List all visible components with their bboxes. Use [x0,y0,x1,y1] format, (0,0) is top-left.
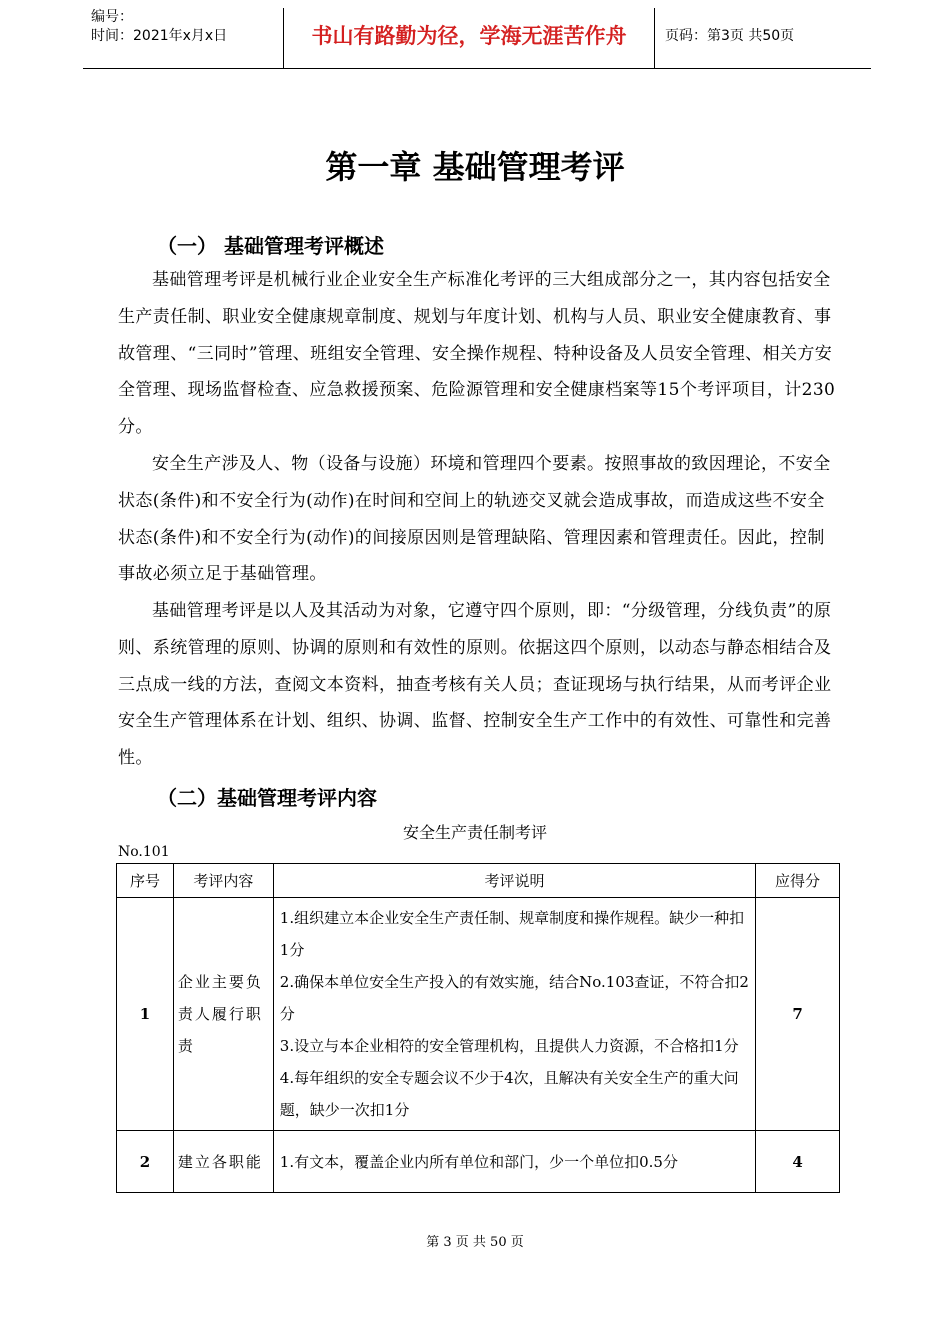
table-header-row [117,864,840,898]
row-description [273,898,755,1131]
page-footer: 第 3 页 共 50 页 [426,1235,524,1250]
header-number-label: 编号： [91,9,133,25]
description-item: 4.每年组织的安全专题会议不少于4次，且解决有关安全生产的重大问题，缺少一次扣1分 [279,1069,739,1119]
evaluation-table [116,863,840,1193]
section2-heading: （二）基础管理考评内容 [157,786,377,810]
row-index: 2 [117,1131,174,1193]
chapter-title: 第一章 基础管理考评 [325,148,625,186]
header-time-label: 时间：2021年x月x日 [91,28,228,44]
header-index: 序号 [117,864,174,898]
description-item: 3.设立与本企业相符的安全管理机构，且提供人力资源，不合格扣1分 [279,1037,739,1055]
table-number: No.101 [118,844,170,860]
header-content: 考评内容 [173,864,273,898]
section1-paragraph: 安全生产涉及人、物（设备与设施）环境和管理四个要素。按照事故的致因理论，不安全状态(条件)和不安全行为(动作)在时间和空间上的轨迹交叉就会造成事故，而造成这些不安全状态(条件)和不安全行为(动作)的间接原因则是管理缺陷、管理因素和管理责任。因此，控制事故必须立足于基础管理。 [118,454,831,585]
description-item: 1.组织建立本企业安全生产责任制、规章制度和操作规程。缺少一种扣1分 [279,909,745,959]
description-item: 1.有文本，覆盖企业内所有单位和部门，少一个单位扣0.5分 [279,1152,678,1171]
section1-heading: （一） 基础管理考评概述 [157,234,384,258]
row-content: 建立各职能 [173,1131,273,1193]
page-header [83,8,871,69]
row-index: 1 [117,898,174,1131]
section1-paragraph: 基础管理考评是机械行业企业安全生产标准化考评的三大组成部分之一，其内容包括安全生产责任制、职业安全健康规章制度、规划与年度计划、机构与人员、职业安全健康教育、事故管理、“三同时”管理、班组安全管理、安全操作规程、特种设备及人员安全管理、相关方安全管理、现场监督检查、应急救援预案、危险源管理和安全健康档案等15个考评项目，计230分。 [118,270,836,438]
row-description [273,1131,755,1193]
header-motto: 书山有路勤为径，学海无涯苦作舟 [283,8,655,68]
header-description: 考评说明 [273,864,755,898]
table-row [117,1131,840,1193]
table-caption: 安全生产责任制考评 [402,823,547,842]
description-item: 2.确保本单位安全生产投入的有效实施，结合No.103查证，不符合扣2分 [279,973,749,1023]
table-row [117,898,840,1131]
row-score: 7 [756,898,840,1131]
row-content: 企业主要负责人履行职责 [173,898,273,1131]
header-page-code: 页码：第3页 共50页 [665,28,795,44]
header-score: 应得分 [756,864,840,898]
row-score: 4 [756,1131,840,1193]
header-meta [91,8,283,68]
section1-paragraph: 基础管理考评是以人及其活动为对象，它遵守四个原则，即：“分级管理，分线负责”的原则、系统管理的原则、协调的原则和有效性的原则。依据这四个原则，以动态与静态相结合及三点成一线的方法，查阅文本资料，抽查考核有关人员；查证现场与执行结果，从而考评企业安全生产管理体系在计划、组织、协调、监督、控制安全生产工作中的有效性、可靠性和完善性。 [118,601,832,769]
